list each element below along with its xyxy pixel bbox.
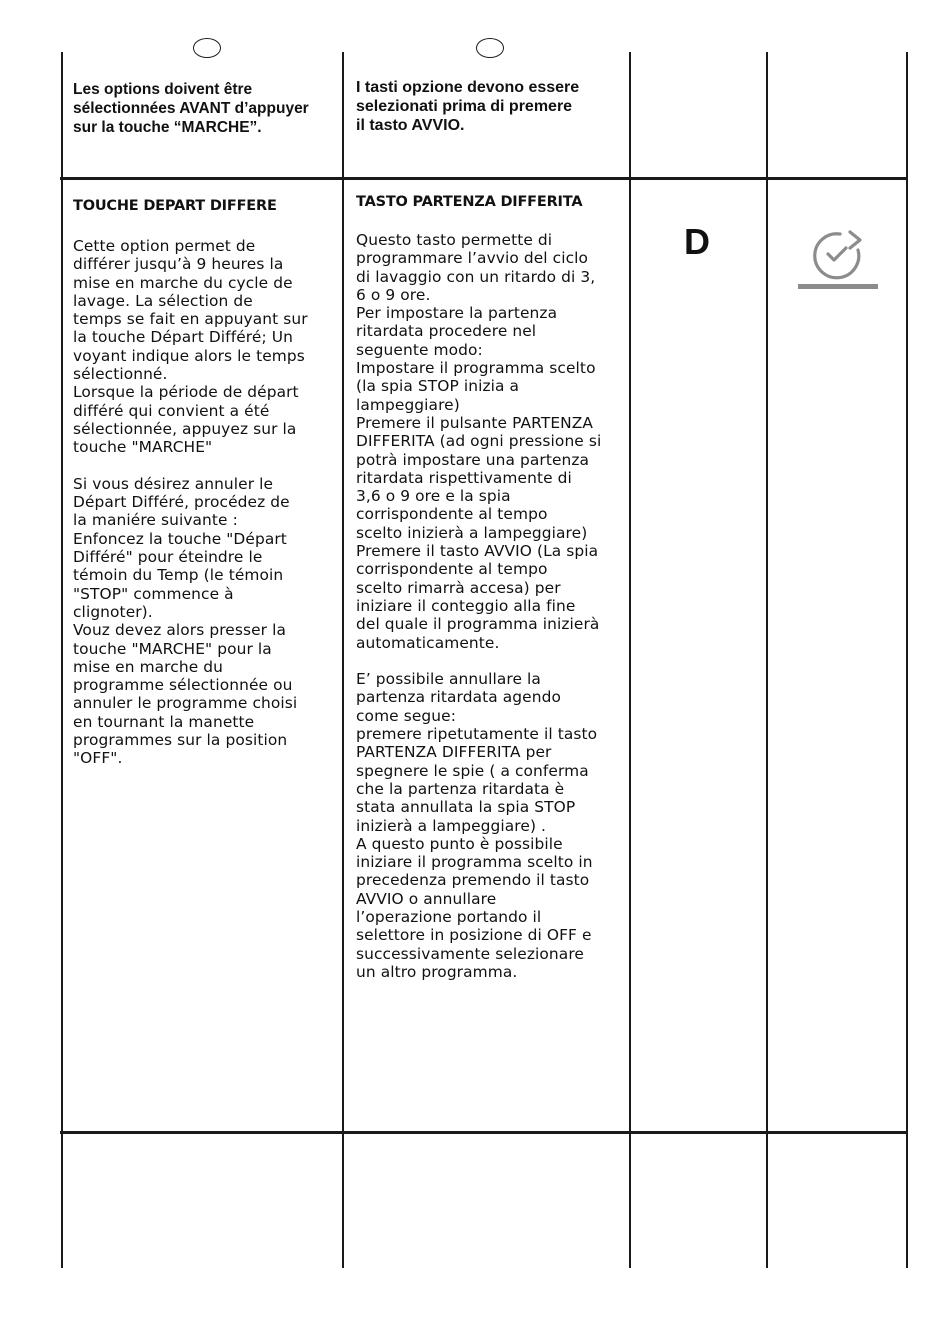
note-it-cell [356,78,626,135]
section-body-it: Questo tasto permette di programmare l’avvio del ciclo di lavaggio con un ritardo di 3, 6 o 9 ore. Per impostare la partenza ritardata procedere nel seguente modo: Impostare il programma scelto (la spia STOP inizia a lampeggiare) Premere il pulsante PARTENZA DIFFERITA (ad ogni pressione si potrà impostare una partenza ritardata rispettivamente di 3,6 o 9 ore e la spia corrispondente al tempo scelto inizierà a lampeggiare) Premere il tasto AVVIO (La spia corrispondente al tempo scelto rimarrà accesa) per iniziare il conteggio alla fine del quale il programma inizierà automaticamente. E’ possibile annullare la partenza ritardata agendo come segue: premere ripetutamente il tasto PARTENZA DIFFERITA per spegnere le spie ( a conferma che la partenza ritardata è stata annullata la spia STOP inizierà a lampeggiare) . A questo punto è possibile iniziare il programma scelto in precedenza premendo il tasto AVVIO o annullare l’operazione portando il selettore in posizione di OFF e successivamente selezionare un altro programma. [356,231,602,981]
column-divider-2 [342,52,344,1268]
row-divider-2 [60,1131,907,1134]
delayed-start-icon [798,226,880,296]
section-heading-it: TASTO PARTENZA DIFFERITA [356,194,583,210]
note-fr-cell [73,80,338,137]
column-divider-4 [766,52,768,1268]
note-fr: Les options doivent être sélectionnées AVANT d’appuyer sur la touche “MARCHE”. [73,81,309,136]
button-letter: D [684,221,710,262]
section-heading-fr: TOUCHE DEPART DIFFERE [73,198,277,214]
section-it [356,193,628,981]
column-divider-5 [906,52,908,1268]
note-it: I tasti opzione devono essere selezionati prima di premere il tasto AVVIO. [356,79,580,134]
language-flag-it [476,38,504,58]
column-divider-1 [61,52,63,1268]
row-divider-1 [60,177,907,180]
section-fr [73,197,338,768]
column-divider-3 [629,52,631,1268]
section-body-fr: Cette option permet de différer jusqu’à 9 heures la mise en marche du cycle de lavage. La sélection de temps se fait en appuyant sur la touche Départ Différé; Un voyant indique alors le temps sélectionné. Lorsque la période de départ différé qui convient a été sélectionnée, appuyez sur la touche "MARCHE" Si vous désirez annuler le Départ Différé, procédez de la maniére suivante : Enfoncez la touche "Départ Différé" pour éteindre le témoin du Temp (le témoin "STOP" commence à clignoter). Vouz devez alors presser la touche "MARCHE" pour la mise en marche du programme sélectionnée ou annuler le programme choisi en tournant la manette programmes sur la position "OFF". [73,237,308,768]
language-flag-fr [193,38,221,58]
